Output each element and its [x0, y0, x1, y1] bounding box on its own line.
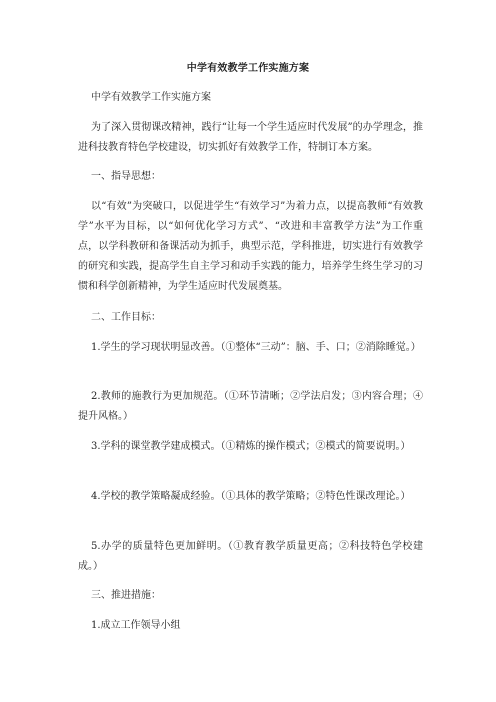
document-title: 中学有效教学工作实施方案	[186, 63, 310, 74]
paragraph-intro: 为了深入贯彻课改精神，践行“让每一个学生适应时代发展”的办学理念，推进科技教育特色学校建设，切实抓好有效教学工作，特制订本方案。	[78, 122, 423, 153]
heading-guiding-ideology: 一、指导思想：	[91, 171, 161, 182]
goal-item-4: 4.学校的教学策略凝成经验。（①具体的教学策略；②特色性课改理论。）	[91, 491, 411, 502]
measure-item-1: 1.成立工作领导小组	[91, 620, 181, 631]
goal-item-1: 1.学生的学习现状明显改善。（①整体“三动”：脑、手、口；②消除睡觉。）	[91, 342, 421, 353]
paragraph-guiding-ideology: 以“有效”为突破口，以促进学生“有效学习”为着力点，以提高教师“有效教学”水平为目标，以“如何优化学习方式”、“改进和丰富教学方法”为工作重点，以学科教研和备课活动为抓手，典型示范，学科推进，切实进行有效教学的研究和实践，提高学生自主学习和动手实践的能力，培养学生终生学习的习惯和科学创新精神，为学生适应时代发展奠基。	[78, 201, 423, 292]
goal-item-2: 2.教师的施教行为更加规范。（①环节清晰；②学法启发；③内容合理；④提升风格。）	[78, 391, 423, 422]
goal-item-5: 5.办学的质量特色更加鲜明。（①教育教学质量更高；②科技特色学校建成。）	[78, 541, 423, 572]
paragraph-subtitle: 中学有效教学工作实施方案	[91, 92, 211, 103]
heading-measures: 三、推进措施：	[91, 590, 161, 601]
heading-work-goals: 二、工作目标：	[91, 312, 161, 323]
goal-item-3: 3.学科的课堂教学建成模式。（①精炼的操作模式；②模式的简要说明。）	[91, 441, 411, 452]
